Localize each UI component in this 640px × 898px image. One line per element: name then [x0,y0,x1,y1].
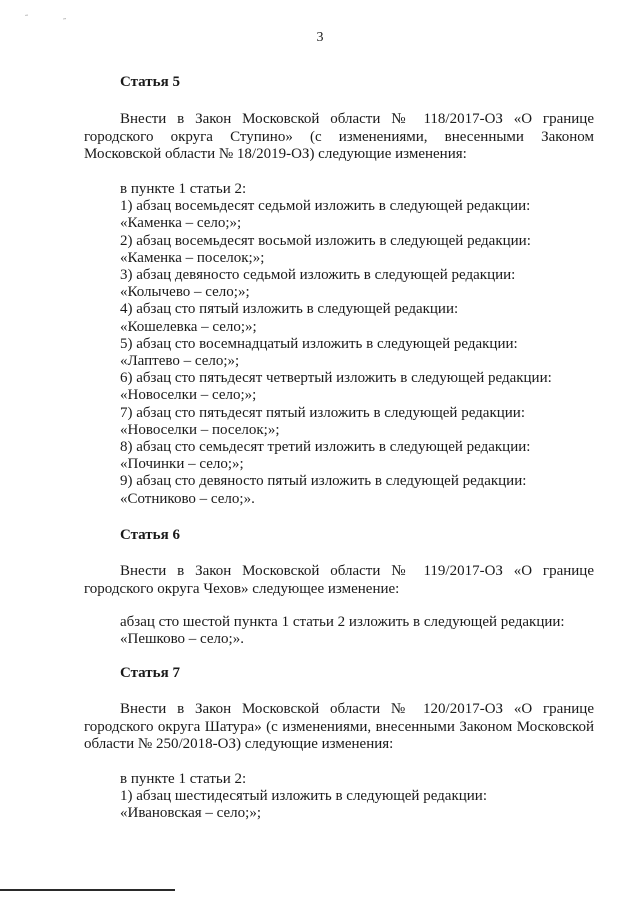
article-intro: Внести в Закон Московской области № 118/2017-ОЗ «О границе городского округа Ступино» (с изменениями, внесенными Законом Московской области № 18/2019-ОЗ) следующие изменения: [84,111,594,162]
list-item: «Ивановская – село;»; [120,805,261,822]
list-item: в пункте 1 статьи 2: [120,771,247,787]
article-intro: Внести в Закон Московской области № 120/2017-ОЗ «О границе городского округа Шатура» (с изменениями, внесенными Законом Московской области № 250/2018-ОЗ) следующие изменения: [84,701,594,752]
list-item: «Каменка – село;»; [120,215,242,232]
article-heading: Статья 5 [120,74,180,90]
list-item: «Починки – село;»; [120,456,244,473]
article-heading: Статья 6 [120,527,180,543]
amendment-list [120,181,600,508]
list-item: «Сотниково – село;». [120,490,255,507]
article-heading: Статья 7 [120,665,180,681]
list-item: «Пешково – село;». [120,631,244,648]
list-item: 1) абзац шестидесятый изложить в следующей редакции: [120,788,487,805]
list-item: 4) абзац сто пятый изложить в следующей редакции: [120,301,459,318]
list-item: абзац сто шестой пункта 1 статьи 2 изложить в следующей редакции: [120,614,565,630]
list-item: 2) абзац восемьдесят восьмой изложить в следующей редакции: [120,232,531,249]
list-item: «Лаптево – село;»; [120,353,240,370]
list-item: «Колычево – село;»; [120,284,250,301]
amendment-list [120,614,600,648]
list-item: 3) абзац девяносто седьмой изложить в следующей редакции: [120,267,516,284]
list-item: в пункте 1 статьи 2: [120,181,247,197]
scan-mark: „ [63,14,67,21]
footer-rule [0,889,175,891]
list-item: «Новоселки – поселок;»; [120,421,280,438]
scan-mark: “ [25,14,29,21]
list-item: «Каменка – поселок;»; [120,249,265,266]
list-item: 8) абзац сто семьдесят третий изложить в следующей редакции: [120,439,531,456]
list-item: 9) абзац сто девяносто пятый изложить в следующей редакции: [120,473,527,490]
list-item: 5) абзац сто восемнадцатый изложить в следующей редакции: [120,335,518,352]
article-intro: Внести в Закон Московской области № 119/2017-ОЗ «О границе городского округа Чехов» следующее изменение: [84,563,594,597]
page-number: 3 [316,30,324,45]
list-item: «Кошелевка – село;»; [120,318,257,335]
list-item: «Новоселки – село;»; [120,387,257,404]
list-item: 1) абзац восемьдесят седьмой изложить в следующей редакции: [120,198,531,215]
list-item: 7) абзац сто пятьдесят пятый изложить в следующей редакции: [120,404,525,421]
list-item: 6) абзац сто пятьдесят четвертый изложить в следующей редакции: [120,370,552,387]
amendment-list [120,771,600,823]
